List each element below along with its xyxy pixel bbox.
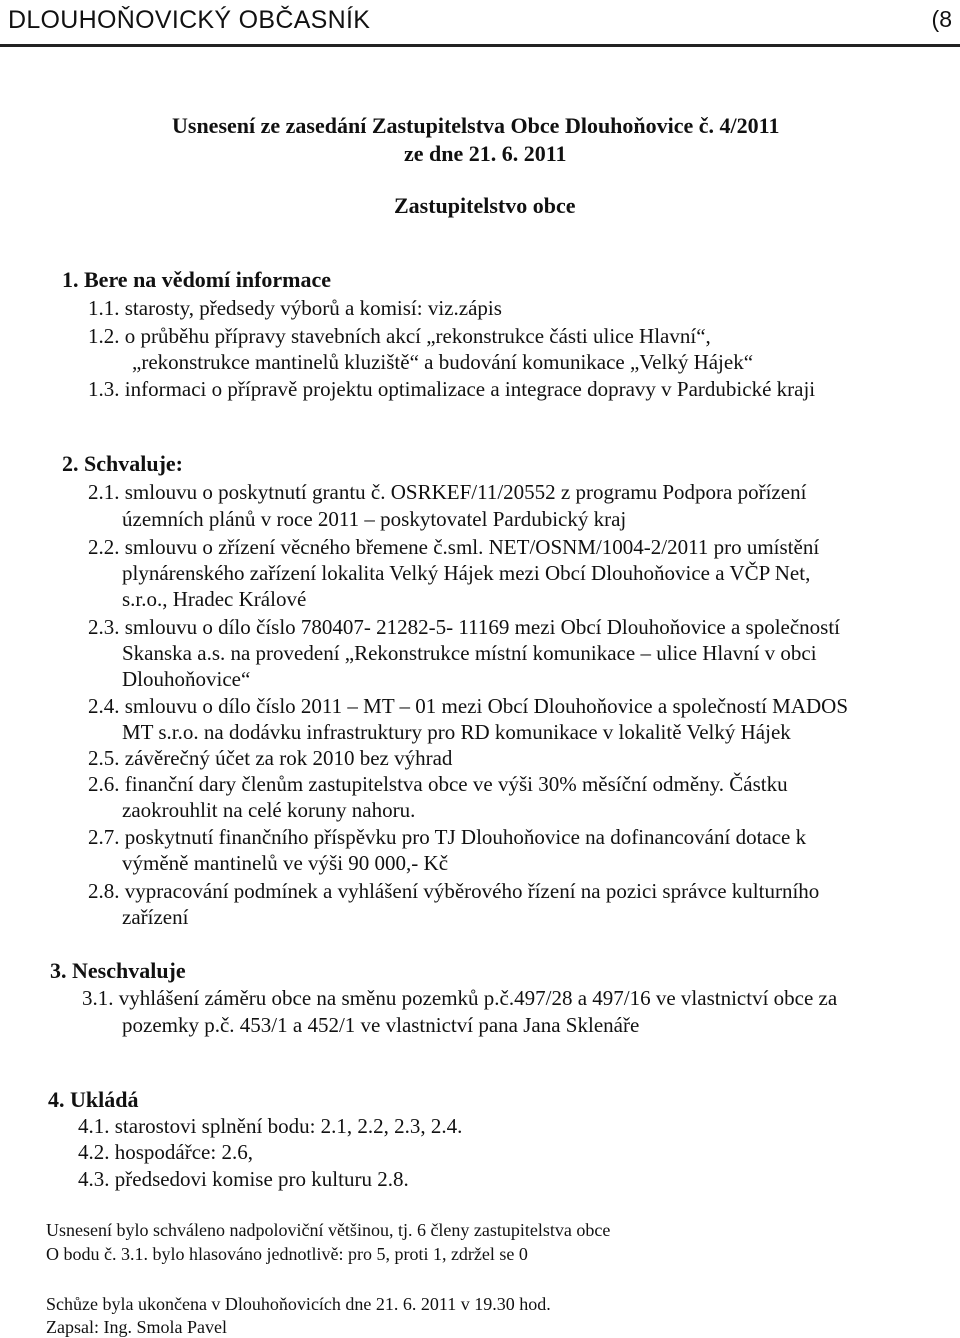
document-subtitle: Zastupitelstvo obce [394,193,576,218]
item-3-1: 3.1. vyhlášení záměru obce na směnu pozemků p.č.497/28 a 497/16 ve vlastnictví obce za [82,986,838,1010]
newsletter-title: DLOUHOŇOVICKÝ OBČASNÍK [8,6,371,34]
item-2-1-cont: územních plánů v roce 2011 – poskytovatel Pardubický kraj [122,507,627,531]
item-2-7: 2.7. poskytnutí finančního příspěvku pro TJ Dlouhoňovice na dofinancování dotace k [88,825,807,849]
meeting-end-note: Schůze byla ukončena v Dlouhoňovicích dne 21. 6. 2011 v 19.30 hod. [46,1294,551,1314]
item-2-2-cont2: s.r.o., Hradec Králové [122,587,307,611]
item-1-1: 1.1. starosty, předsedy výborů a komisí: viz.zápis [88,296,502,320]
item-2-7-cont: výměně mantinelů ve výši 90 000,- Kč [122,851,449,875]
item-2-8-cont: zařízení [122,905,189,929]
item-2-4-cont: MT s.r.o. na dodávku infrastruktury pro RD komunikace v lokalitě Velký Hájek [122,720,791,744]
section-1-heading: 1. Bere na vědomí informace [62,267,332,292]
section-2-heading: 2. Schvaluje: [62,451,183,476]
section-4-heading: 4. Ukládá [48,1087,139,1112]
item-4-1: 4.1. starostovi splnění bodu: 2.1, 2.2, 2.3, 2.4. [78,1114,463,1138]
item-3-1-cont: pozemky p.č. 453/1 a 452/1 ve vlastnictví pana Jana Sklenáře [122,1013,640,1037]
recorder-note: Zapsal: Ing. Smola Pavel [46,1317,227,1337]
item-2-2: 2.2. smlouvu o zřízení věcného břemene č.sml. NET/OSNM/1004-2/2011 pro umístění [88,535,820,559]
item-4-2: 4.2. hospodářce: 2.6, [78,1140,253,1164]
item-4-3: 4.3. předsedovi komise pro kulturu 2.8. [78,1167,409,1191]
item-2-5: 2.5. závěrečný účet za rok 2010 bez výhrad [88,746,453,770]
document-title: Usnesení ze zasedání Zastupitelstva Obce Dlouhoňovice č. 4/2011 [172,113,780,138]
item-2-4: 2.4. smlouvu o dílo číslo 2011 – MT – 01 mezi Obcí Dlouhoňovice a společností MADOS [88,694,849,718]
section-3-heading: 3. Neschvaluje [50,958,186,983]
page-number: (8 [931,6,952,32]
vote-note: O bodu č. 3.1. bylo hlasováno jednotlivě: pro 5, proti 1, zdržel se 0 [46,1244,528,1264]
item-2-8: 2.8. vypracování podmínek a vyhlášení výběrového řízení na pozici správce kulturního [88,879,820,903]
item-2-2-cont: plynárenského zařízení lokalita Velký Hájek mezi Obcí Dlouhoňovice a VČP Net, [122,561,811,585]
document-date: ze dne 21. 6. 2011 [404,141,567,166]
item-2-3-cont: Skanska a.s. na provedení „Rekonstrukce místní komunikace – ulice Hlavní v obci [122,641,817,665]
item-2-1: 2.1. smlouvu o poskytnutí grantu č. OSRKEF/11/20552 z programu Podpora pořízení [88,480,807,504]
item-2-6-cont: zaokrouhlit na celé koruny nahoru. [122,798,416,822]
approval-note: Usnesení bylo schváleno nadpoloviční většinou, tj. 6 členy zastupitelstva obce [46,1220,611,1240]
item-1-2: 1.2. o průběhu přípravy stavebních akcí „rekonstrukce části ulice Hlavní“, [88,324,711,348]
item-2-6: 2.6. finanční dary členům zastupitelstva obce ve výši 30% měsíční odměny. Částku [88,772,788,796]
item-1-2-cont: „rekonstrukce mantinelů kluziště“ a budování komunikace „Velký Hájek“ [132,350,754,374]
item-2-3: 2.3. smlouvu o dílo číslo 780407- 21282-5- 11169 mezi Obcí Dlouhoňovice a společností [88,615,841,639]
item-2-3-cont2: Dlouhoňovice“ [122,667,251,691]
page-header [0,4,960,47]
item-1-3: 1.3. informaci o přípravě projektu optimalizace a integrace dopravy v Pardubické kraji [88,377,816,401]
